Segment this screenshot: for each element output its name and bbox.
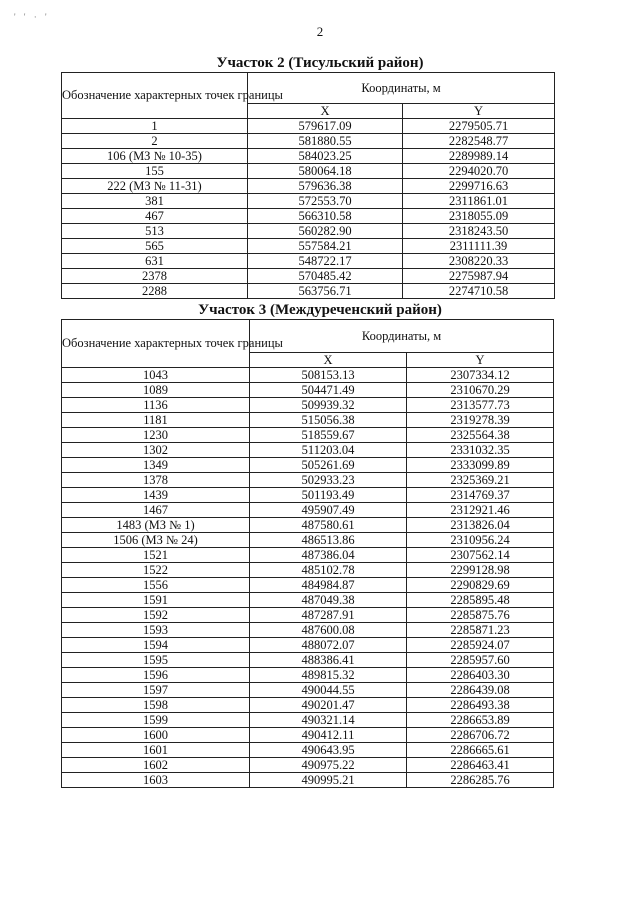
point-cell: 1378	[62, 473, 250, 488]
y-header-cell: Y	[403, 104, 555, 119]
point-cell: 1089	[62, 383, 250, 398]
y-coordinate-cell: 2319278.39	[407, 413, 554, 428]
table-row	[62, 653, 554, 668]
table-row	[62, 254, 555, 269]
x-coordinate-cell: 579636.38	[248, 179, 403, 194]
table-row	[62, 179, 555, 194]
point-cell: 1594	[62, 638, 250, 653]
table-row	[62, 683, 554, 698]
point-cell: 155	[62, 164, 248, 179]
point-cell: 1593	[62, 623, 250, 638]
x-coordinate-cell: 584023.25	[248, 149, 403, 164]
section-3-title: Участок 3 (Междуреченский район)	[198, 302, 442, 318]
point-cell: 1467	[62, 503, 250, 518]
y-coordinate-cell: 2286463.41	[407, 758, 554, 773]
x-coordinate-cell: 486513.86	[250, 533, 407, 548]
point-cell: 1598	[62, 698, 250, 713]
x-coordinate-cell: 511203.04	[250, 443, 407, 458]
table-row	[62, 668, 554, 683]
table-row	[62, 383, 554, 398]
point-cell: 1596	[62, 668, 250, 683]
y-coordinate-cell: 2286493.38	[407, 698, 554, 713]
y-coordinate-cell: 2274710.58	[403, 284, 555, 299]
table-row	[62, 578, 554, 593]
table-row	[62, 743, 554, 758]
y-coordinate-cell: 2314769.37	[407, 488, 554, 503]
table-header-row	[62, 73, 555, 104]
table-row	[62, 698, 554, 713]
x-coordinate-cell: 560282.90	[248, 224, 403, 239]
y-coordinate-cell: 2310670.29	[407, 383, 554, 398]
point-cell: 1603	[62, 773, 250, 788]
table-row	[62, 638, 554, 653]
x-coordinate-cell: 548722.17	[248, 254, 403, 269]
y-coordinate-cell: 2308220.33	[403, 254, 555, 269]
table-row	[62, 728, 554, 743]
x-coordinate-cell: 484984.87	[250, 578, 407, 593]
x-coordinate-cell: 566310.58	[248, 209, 403, 224]
x-header-cell: X	[250, 353, 407, 368]
point-cell: 1230	[62, 428, 250, 443]
x-coordinate-cell: 487049.38	[250, 593, 407, 608]
y-coordinate-cell: 2333099.89	[407, 458, 554, 473]
table-row	[62, 134, 555, 149]
x-coordinate-cell: 490995.21	[250, 773, 407, 788]
point-cell: 1522	[62, 563, 250, 578]
x-coordinate-cell: 487386.04	[250, 548, 407, 563]
table-row	[62, 368, 554, 383]
point-cell: 106 (МЗ № 10-35)	[62, 149, 248, 164]
table-row	[62, 503, 554, 518]
table-row	[62, 443, 554, 458]
point-cell: 1302	[62, 443, 250, 458]
point-cell: 1136	[62, 398, 250, 413]
x-coordinate-cell: 515056.38	[250, 413, 407, 428]
y-coordinate-cell: 2311861.01	[403, 194, 555, 209]
point-cell: 1439	[62, 488, 250, 503]
x-coordinate-cell: 495907.49	[250, 503, 407, 518]
point-cell: 565	[62, 239, 248, 254]
table-row	[62, 458, 554, 473]
x-coordinate-cell: 580064.18	[248, 164, 403, 179]
table-row	[62, 593, 554, 608]
coordinates-header-cell: Координаты, м	[250, 320, 554, 353]
x-coordinate-cell: 490044.55	[250, 683, 407, 698]
y-coordinate-cell: 2279505.71	[403, 119, 555, 134]
point-cell: 1600	[62, 728, 250, 743]
table-row	[62, 713, 554, 728]
table-row	[62, 119, 555, 134]
point-cell: 1592	[62, 608, 250, 623]
table-row	[62, 428, 554, 443]
section-2-title: Участок 2 (Тисульский район)	[216, 55, 424, 71]
table-row	[62, 269, 555, 284]
point-header-cell: Обозначение характерных точек границы	[62, 320, 250, 368]
point-cell: 1483 (МЗ № 1)	[62, 518, 250, 533]
y-coordinate-cell: 2286665.61	[407, 743, 554, 758]
y-coordinate-cell: 2313826.04	[407, 518, 554, 533]
y-coordinate-cell: 2285875.76	[407, 608, 554, 623]
x-coordinate-cell: 502933.23	[250, 473, 407, 488]
y-coordinate-cell: 2313577.73	[407, 398, 554, 413]
point-cell: 2	[62, 134, 248, 149]
table-row	[62, 209, 555, 224]
y-coordinate-cell: 2285871.23	[407, 623, 554, 638]
table-row	[62, 563, 554, 578]
x-coordinate-cell: 490975.22	[250, 758, 407, 773]
table-row	[62, 149, 555, 164]
y-coordinate-cell: 2285957.60	[407, 653, 554, 668]
x-coordinate-cell: 557584.21	[248, 239, 403, 254]
x-coordinate-cell: 579617.09	[248, 119, 403, 134]
x-coordinate-cell: 505261.69	[250, 458, 407, 473]
table-row	[62, 224, 555, 239]
table-row	[62, 239, 555, 254]
y-coordinate-cell: 2289989.14	[403, 149, 555, 164]
y-coordinate-cell: 2299716.63	[403, 179, 555, 194]
point-cell: 1597	[62, 683, 250, 698]
point-cell: 1521	[62, 548, 250, 563]
point-cell: 1043	[62, 368, 250, 383]
table-row	[62, 623, 554, 638]
point-cell: 2378	[62, 269, 248, 284]
point-cell: 2288	[62, 284, 248, 299]
point-cell: 1506 (МЗ № 24)	[62, 533, 250, 548]
y-coordinate-cell: 2286403.30	[407, 668, 554, 683]
y-coordinate-cell: 2286653.89	[407, 713, 554, 728]
y-coordinate-cell: 2286285.76	[407, 773, 554, 788]
x-coordinate-cell: 487580.61	[250, 518, 407, 533]
x-coordinate-cell: 489815.32	[250, 668, 407, 683]
x-coordinate-cell: 487600.08	[250, 623, 407, 638]
point-header-cell: Обозначение характерных точек границы	[62, 73, 248, 119]
y-coordinate-cell: 2312921.46	[407, 503, 554, 518]
x-coordinate-cell: 508153.13	[250, 368, 407, 383]
y-coordinate-cell: 2331032.35	[407, 443, 554, 458]
point-cell: 1591	[62, 593, 250, 608]
point-cell: 1601	[62, 743, 250, 758]
table-row	[62, 608, 554, 623]
point-cell: 381	[62, 194, 248, 209]
x-coordinate-cell: 563756.71	[248, 284, 403, 299]
point-cell: 1181	[62, 413, 250, 428]
y-coordinate-cell: 2290829.69	[407, 578, 554, 593]
table-row	[62, 473, 554, 488]
table-row	[62, 773, 554, 788]
y-coordinate-cell: 2299128.98	[407, 563, 554, 578]
y-header-cell: Y	[407, 353, 554, 368]
y-coordinate-cell: 2286439.08	[407, 683, 554, 698]
coordinates-table-section-3	[61, 319, 554, 788]
x-coordinate-cell: 490643.95	[250, 743, 407, 758]
x-coordinate-cell: 490321.14	[250, 713, 407, 728]
point-cell: 631	[62, 254, 248, 269]
y-coordinate-cell: 2307334.12	[407, 368, 554, 383]
y-coordinate-cell: 2311111.39	[403, 239, 555, 254]
x-header-cell: X	[248, 104, 403, 119]
y-coordinate-cell: 2275987.94	[403, 269, 555, 284]
x-coordinate-cell: 490201.47	[250, 698, 407, 713]
table-row	[62, 164, 555, 179]
y-coordinate-cell: 2294020.70	[403, 164, 555, 179]
x-coordinate-cell: 485102.78	[250, 563, 407, 578]
point-cell: 1595	[62, 653, 250, 668]
x-coordinate-cell: 504471.49	[250, 383, 407, 398]
table-row	[62, 398, 554, 413]
point-cell: 1599	[62, 713, 250, 728]
x-coordinate-cell: 570485.42	[248, 269, 403, 284]
x-coordinate-cell: 581880.55	[248, 134, 403, 149]
point-cell: 222 (МЗ № 11-31)	[62, 179, 248, 194]
x-coordinate-cell: 490412.11	[250, 728, 407, 743]
scan-marks: ' ' · '	[14, 12, 50, 22]
x-coordinate-cell: 487287.91	[250, 608, 407, 623]
y-coordinate-cell: 2310956.24	[407, 533, 554, 548]
point-cell: 513	[62, 224, 248, 239]
table-row	[62, 548, 554, 563]
y-coordinate-cell: 2285924.07	[407, 638, 554, 653]
x-coordinate-cell: 509939.32	[250, 398, 407, 413]
point-cell: 1556	[62, 578, 250, 593]
x-coordinate-cell: 572553.70	[248, 194, 403, 209]
x-coordinate-cell: 518559.67	[250, 428, 407, 443]
table-row	[62, 533, 554, 548]
table-row	[62, 758, 554, 773]
point-cell: 1	[62, 119, 248, 134]
table-row	[62, 284, 555, 299]
y-coordinate-cell: 2307562.14	[407, 548, 554, 563]
coordinates-header-cell: Координаты, м	[248, 73, 555, 104]
table-header-row	[62, 320, 554, 353]
table-row	[62, 488, 554, 503]
y-coordinate-cell: 2286706.72	[407, 728, 554, 743]
y-coordinate-cell: 2318055.09	[403, 209, 555, 224]
x-coordinate-cell: 488386.41	[250, 653, 407, 668]
x-coordinate-cell: 488072.07	[250, 638, 407, 653]
table-row	[62, 194, 555, 209]
point-cell: 467	[62, 209, 248, 224]
point-cell: 1349	[62, 458, 250, 473]
y-coordinate-cell: 2325564.38	[407, 428, 554, 443]
page-number: 2	[316, 24, 324, 39]
table-row	[62, 518, 554, 533]
coordinates-table-section-2	[61, 72, 555, 299]
y-coordinate-cell: 2285895.48	[407, 593, 554, 608]
y-coordinate-cell: 2325369.21	[407, 473, 554, 488]
x-coordinate-cell: 501193.49	[250, 488, 407, 503]
y-coordinate-cell: 2318243.50	[403, 224, 555, 239]
point-cell: 1602	[62, 758, 250, 773]
table-row	[62, 413, 554, 428]
y-coordinate-cell: 2282548.77	[403, 134, 555, 149]
